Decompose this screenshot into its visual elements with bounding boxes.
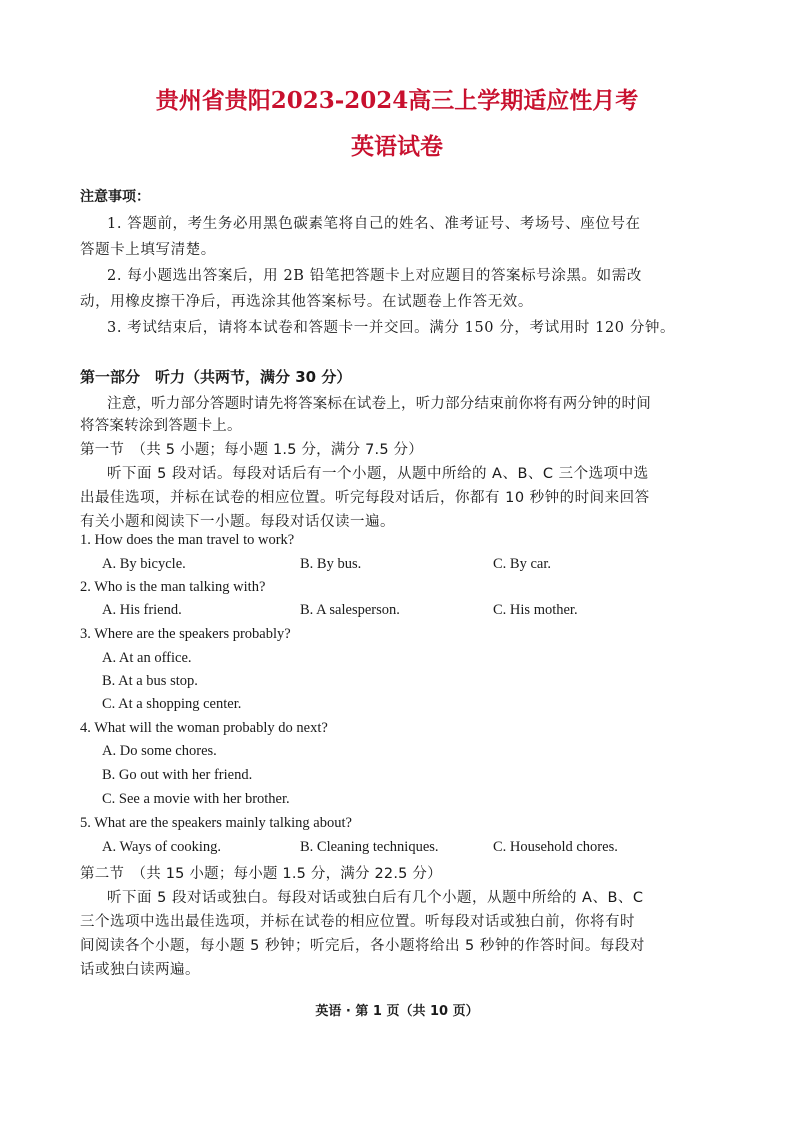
- question-1-option-b: B. By bus.: [300, 556, 362, 572]
- question-5-option-a: A. Ways of cooking.: [102, 839, 221, 855]
- question-5: 5. What are the speakers mainly talking about?: [80, 815, 352, 831]
- section-1-instr-line-3: 有关小题和阅读下一小题。每段对话仅读一遍。: [80, 514, 395, 530]
- section-2-instr-line-1: 听下面 5 段对话或独白。每段对话或独白后有几个小题，从题中所给的 A、B、C: [107, 890, 644, 906]
- notice-heading: 注意事项：: [80, 189, 150, 205]
- question-2-option-c: C. His mother.: [493, 602, 578, 618]
- section-1-heading: 第一节 （共 5 小题；每小题 1.5 分，满分 7.5 分）: [80, 442, 423, 458]
- question-5-option-c: C. Household chores.: [493, 839, 618, 855]
- notice-item-1-line-2: 答题卡上填写清楚。: [80, 242, 216, 258]
- notice-item-3: 3. 考试结束后，请将本试卷和答题卡一并交回。满分 150 分，考试用时 120 分钟。: [107, 320, 676, 336]
- section-1-instr-line-2: 出最佳选项，并标在试卷的相应位置。听完每段对话后，你都有 10 秒钟的时间来回答: [80, 490, 650, 506]
- question-4-option-a: A. Do some chores.: [102, 743, 217, 759]
- question-4-option-c: C. See a movie with her brother.: [102, 791, 290, 807]
- question-2-option-b: B. A salesperson.: [300, 602, 400, 618]
- section-2-instr-line-3: 间阅读各个小题，每小题 5 秒钟；听完后，各小题将给出 5 秒钟的作答时间。每段对: [80, 938, 645, 954]
- question-3-option-a: A. At an office.: [102, 650, 192, 666]
- question-2: 2. Who is the man talking with?: [80, 579, 266, 595]
- question-5-option-b: B. Cleaning techniques.: [300, 839, 439, 855]
- question-1-option-c: C. By car.: [493, 556, 551, 572]
- question-3-option-b: B. At a bus stop.: [102, 673, 198, 689]
- question-4: 4. What will the woman probably do next?: [80, 720, 328, 736]
- part-1-intro-line-1: 注意，听力部分答题时请先将答案标在试卷上，听力部分结束前你将有两分钟的时间: [107, 396, 651, 412]
- question-4-option-b: B. Go out with her friend.: [102, 767, 253, 783]
- question-1-option-a: A. By bicycle.: [102, 556, 186, 572]
- page-footer: 英语 · 第 1 页（共 10 页）: [315, 1004, 479, 1019]
- section-2-instr-line-4: 话或独白读两遍。: [80, 962, 200, 978]
- notice-item-1-line-1: 1. 答题前，考生务必用黑色碳素笔将自己的姓名、准考证号、考场号、座位号在: [107, 216, 641, 232]
- exam-title: 贵州省贵阳2023-2024高三上学期适应性月考: [155, 87, 639, 114]
- question-3-option-c: C. At a shopping center.: [102, 696, 242, 712]
- section-1-instr-line-1: 听下面 5 段对话。每段对话后有一个小题，从题中所给的 A、B、C 三个选项中选: [107, 466, 649, 482]
- notice-item-2-line-1: 2. 每小题选出答案后，用 2B 铅笔把答题卡上对应题目的答案标号涂黑。如需改: [107, 268, 642, 284]
- exam-subject: 英语试卷: [351, 133, 443, 160]
- notice-item-2-line-2: 动，用橡皮擦干净后，再选涂其他答案标号。在试题卷上作答无效。: [80, 294, 533, 310]
- section-2-heading: 第二节 （共 15 小题；每小题 1.5 分，满分 22.5 分）: [80, 866, 442, 882]
- question-2-option-a: A. His friend.: [102, 602, 182, 618]
- section-2-instr-line-2: 三个选项中选出最佳选项，并标在试卷的相应位置。听每段对话或独白前，你将有时: [80, 914, 635, 930]
- part-1-heading: 第一部分 听力（共两节，满分 30 分）: [80, 368, 352, 386]
- part-1-intro-line-2: 将答案转涂到答题卡上。: [80, 418, 242, 434]
- question-3: 3. Where are the speakers probably?: [80, 626, 291, 642]
- question-1: 1. How does the man travel to work?: [80, 532, 295, 548]
